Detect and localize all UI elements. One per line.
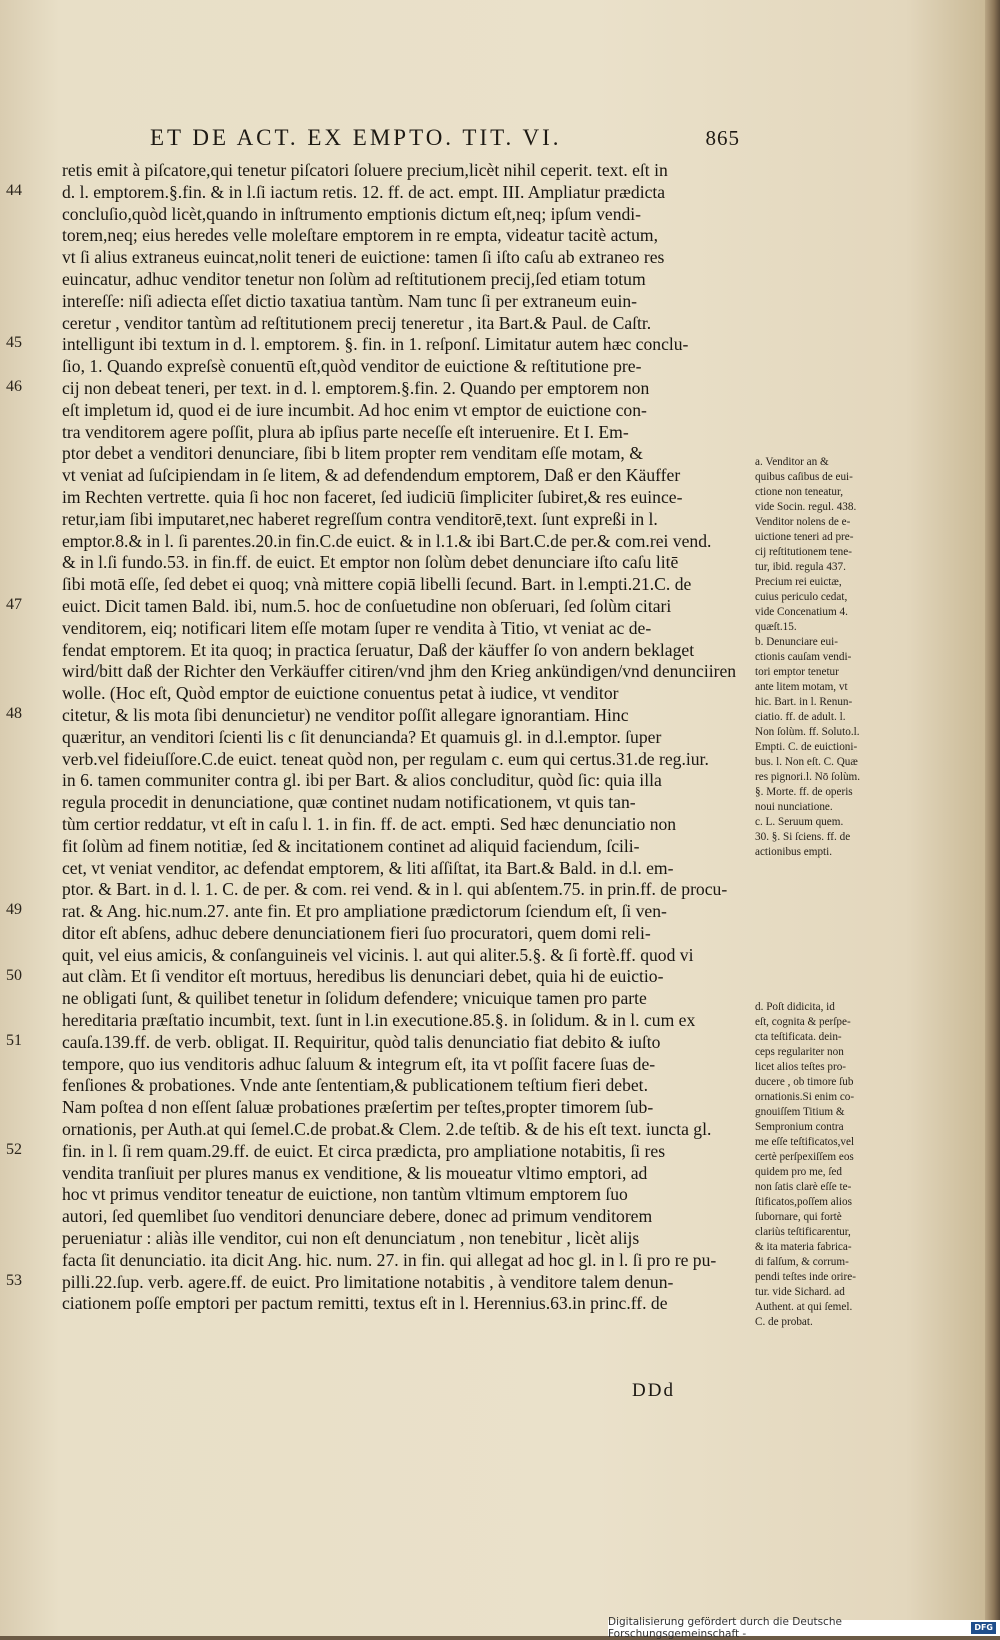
note-line: bus. l. Non eſt. C. Quæ (755, 756, 858, 768)
note-line: quidem pro me, ſed (755, 1166, 842, 1178)
note-line: tur. vide Sichard. ad (755, 1286, 845, 1298)
text-line: cet, vt veniat venditor, ac defendat emptorem, & liti aſſiſtat, ita Bart.& Bald. in d.l. em- (62, 857, 674, 878)
note-line: tur, ibid. regula 437. (755, 561, 846, 573)
note-line: clariùs teſtificarentur, (755, 1226, 851, 1238)
note-line: pendi teſtes inde orire- (755, 1271, 856, 1283)
note-line: vide Socin. regul. 438. (755, 501, 857, 513)
note-line: eſt, cognita & perſpe- (755, 1016, 851, 1028)
note-line: cij reſtitutionem tene- (755, 546, 852, 558)
margin-line-number: 49 (6, 901, 22, 919)
text-line: ceretur , venditor tantùm ad reſtitutionem precij teneretur , ita Bart.& Paul. de Caſtr. (62, 312, 652, 333)
text-line: in 6. tamen communiter contra gl. ibi per Bart. & alios concluditur, quòd ſic: quia illa (62, 770, 662, 791)
text-line: eſt impletum id, quod ei de iure incumbit. Ad hoc enim vt emptor de euictione con- (62, 399, 647, 420)
text-line: euict. Dicit tamen Bald. ibi, num.5. hoc de conſuetudine non obſeruari, ſed ſolùm citari (62, 595, 672, 616)
text-line: rat. & Ang. hic.num.27. ante fin. Et pro ampliatione prædictorum ſciendum eſt, ſi ven- (62, 901, 667, 922)
text-line: ornationis, per Auth.at qui ſemel.C.de probat.& Clem. 2.de teſtib. & de his eſt text. iuncta gl. (62, 1119, 712, 1140)
text-line: fenſiones & probationes. Vnde ante ſententiam,& publicationem teſtium fieri debet. (62, 1075, 648, 1096)
note-line: ſubornare, qui fortè (755, 1211, 842, 1223)
text-line: retur,iam ſibi imputaret,nec haberet regreſſum contra venditorē,text. ſunt expreßi in l. (62, 508, 658, 529)
text-line: cauſa.139.ff. de verb. obligat. II. Requiritur, quòd talis denunciatio fiat debito & iuſto (62, 1031, 661, 1052)
note-line: quibus caſibus de eui- (755, 471, 853, 483)
text-line: ptor debet a venditori denunciare, ſibi b litem propter rem venditam eſſe motam, & (62, 443, 643, 464)
page-number: 865 (705, 126, 740, 150)
text-line: ciationem poſſe emptori per pactum remitti, textus eſt in l. Herennius.63.in princ.ff. de (62, 1293, 668, 1314)
note-line: ciatio. ff. de adult. l. (755, 711, 846, 723)
text-line: regula procedit in denunciatione, quæ continet nudam notificationem, vt quis tan- (62, 792, 636, 813)
text-line: retis emit à piſcatore,qui tenetur piſcatori ſoluere precium,licèt nihil ceperit. text. eſt in (62, 160, 668, 180)
note-line: ctionis cauſam vendi- (755, 651, 852, 663)
note-line: uictione teneri ad pre- (755, 531, 854, 543)
note-line: Authent. at qui ſemel. (755, 1301, 853, 1313)
margin-line-number: 52 (6, 1141, 22, 1158)
note-line: ctione non teneatur, (755, 486, 844, 498)
note-line: noui nunciatione. (755, 801, 833, 813)
text-line: im Rechten vertrette. quia ſi hoc non faceret, ſed iudiciū ſimpliciter ſubiret,& res euince- (62, 486, 683, 507)
note-line: d. Poſt didicita, id (755, 1001, 835, 1013)
text-line: quæritur, an venditori ſcienti lis c ſit denuncianda? Et quamuis gl. in d.l.emptor. ſuper (62, 726, 662, 747)
text-line: intereſſe: niſi adiecta eſſet dictio taxatiua tantùm. Nam tunc ſi per extraneum euin- (62, 290, 638, 311)
text-line: emptor.8.& in l. ſi parentes.20.in fin.C.de euict. & in l.1.& ibi Bart.C.de per.& com.rei vend. (62, 530, 712, 551)
marginal-notes-a-c (755, 455, 887, 860)
note-line: quæſt.15. (755, 621, 797, 633)
margin-line-number: 48 (6, 705, 22, 722)
text-line: autori, ſed quemlibet ſuo venditori denunciare debere, donec ad primum venditorem (62, 1206, 653, 1227)
note-line: ducere , ob timore ſub (755, 1076, 854, 1088)
note-line: Empti. C. de euictioni- (755, 741, 858, 753)
note-line: ornationis.Si enim co- (755, 1091, 855, 1103)
margin-line-number: 53 (6, 1271, 22, 1289)
text-line: tempore, quo ius venditoris adhuc ſaluum & integrum eſt, ita vt poſſit facere ſuas de- (62, 1053, 656, 1074)
text-line: & in l.ſi fundo.53. in fin.ff. de euict. Et emptor non ſolùm debet denunciare iſto caſu litē (62, 552, 679, 573)
note-line: Precium rei euictæ, (755, 576, 842, 588)
note-line: ceps regulariter non (755, 1046, 844, 1058)
text-line: euincatur, adhuc venditor tenetur non ſolùm ad reſtitutionem precij,ſed etiam totum (62, 268, 646, 289)
text-line: fin. in l. ſi rem quam.29.ff. de euict. Et circa prædicta, pro ampliatione notabitis, ſi res (62, 1140, 666, 1161)
text-line: pilli.22.ſup. verb. agere.ff. de euict. Pro limitatione notabitis , à venditore talem denun- (62, 1271, 674, 1292)
note-line: hic. Bart. in l. Renun- (755, 696, 853, 708)
note-line: & ita materia fabrica- (755, 1241, 852, 1253)
text-line: fit ſolùm ad finem notitiæ, ſed & incitationem continet ad aliquid faciendum, ſcili- (62, 835, 640, 856)
text-line: concluſio,quòd licèt,quando in inſtrumento emptionis dictum eſt,neq; ipſum vendi- (62, 203, 642, 224)
text-line: facta ſit denunciatio. ita dicit Ang. hic. num. 27. in fin. qui allegat ad hoc gl. in l. ſi pro re pu- (62, 1249, 717, 1270)
running-head (150, 125, 740, 151)
note-line: 30. §. Si ſciens. ff. de (755, 831, 851, 843)
text-line: hereditaria præſtatio incumbit, text. ſunt in l.in executione.85.§. in ſolidum. & in l. cum ex (62, 1010, 696, 1031)
note-line: gnouiſſem Titium & (755, 1106, 845, 1118)
note-line: a. Venditor an & (755, 456, 829, 468)
text-line: Nam poſtea d non eſſent ſaluæ probationes præſertim per teſtes,propter timorem ſub- (62, 1097, 654, 1118)
note-line: vide Concenatium 4. (755, 606, 848, 618)
text-line: ptor. & Bart. in d. l. 1. C. de per. & com. rei vend. & in l. qui abſentem.75. in prin.ff. de procu- (62, 879, 728, 900)
note-line: b. Denunciare eui- (755, 636, 838, 648)
margin-line-number: 44 (6, 181, 22, 199)
note-line: actionibus empti. (755, 846, 833, 858)
digitization-footer (608, 1616, 1000, 1640)
main-text (62, 160, 748, 1315)
text-line: vendita tranſiuit per plures manus ex venditione, & lis moueatur vltimo emptori, ad (62, 1162, 648, 1183)
text-line: hoc vt primus venditor teneatur de euictione, non tantùm vltimum emptorem ſuo (62, 1184, 628, 1205)
note-line: ſtificatos,poſſem alios (755, 1196, 852, 1208)
note-line: cuius periculo cedat, (755, 591, 848, 603)
text-line: torem,neq; eius heredes velle moleſtare emptorem in re empta, videatur tacitè actum, (62, 225, 658, 246)
page-edge (985, 0, 1000, 1636)
running-head-title: ET DE ACT. EX EMPTO. TIT. VI. (150, 125, 562, 150)
text-line: intelligunt ibi textum in d. l. emptorem. §. fin. in 1. reſponſ. Limitatur autem hæc conclu- (62, 334, 689, 355)
note-line: Sempronium contra (755, 1121, 844, 1133)
text-line: cij non debeat teneri, per text. in d. l. emptorem.§.fin. 2. Quando per emptorem non (62, 377, 650, 398)
text-line: ditor eſt abſens, adhuc debere denunciationem fieri ſuo procuratori, quem domi reli- (62, 922, 651, 943)
margin-line-number: 50 (6, 966, 22, 984)
note-line: me eſſe teſtificatos,vel (755, 1136, 855, 1148)
text-line: perueniatur : aliàs ille venditor, cui non eſt denunciatum , non tenebitur , licèt alijs (62, 1228, 640, 1249)
footer-text: Digitalisierung gefördert durch die Deutsche Forschungsgemeinschaft - (608, 1616, 842, 1640)
dfg-logo: DFG (971, 1622, 996, 1634)
text-line: tra venditorem agere poſſit, plura ab ipſius parte neceſſe eſt interuenire. Et I. Em- (62, 421, 629, 442)
margin-line-number: 47 (6, 596, 22, 613)
text-line: vt ſi alius extraneus euincat,nolit teneri de euictione: tamen ſi iſto caſu ab extraneo res (62, 247, 665, 268)
text-line: d. l. emptorem.§.fin. & in l.ſi iactum retis. 12. ff. de act. empt. III. Ampliatur prædicta (62, 181, 666, 202)
text-line: wird/bitt daß der Richter den Verkäuffer citiren/vnd jhm den Krieg ankündigen/vnd denunciiren (62, 661, 737, 682)
margin-line-number: 45 (6, 334, 22, 352)
text-line: verb.vel fideiuſſore.C.de euict. teneat quòd non, per regulam c. eum qui certus.31.de reg.iur. (62, 748, 709, 769)
note-line: di falſum, & corrum- (755, 1256, 849, 1268)
text-line: quit, vel eius amicis, & conſanguineis vel vicinis. l. aut qui aliter.5.§. & ſi fortè.ff. quod vi (62, 944, 694, 965)
text-line: ſibi motā eſſe, ſed debet ei quoq; vnà mittere copiā libelli ſecund. Bart. in l.empti.21.C. de (62, 574, 692, 595)
note-line: ante litem motam, vt (755, 681, 848, 693)
note-line: Venditor nolens de e- (755, 516, 851, 528)
note-line: licet alios teſtes pro- (755, 1061, 847, 1073)
note-line: tori emptor tenetur (755, 666, 839, 678)
margin-line-number: 46 (6, 378, 22, 395)
text-line: citetur, & lis mota ſibi denuncietur) ne venditor poſſit allegare ignorantiam. Hinc (62, 704, 629, 725)
note-line: cta teſtificata. dein- (755, 1031, 842, 1043)
text-line: wolle. (Hoc eſt, Quòd emptor de euictione conuentus petat à iudice, vt venditor (62, 683, 619, 704)
text-line: ſio, 1. Quando expreſsè conuentū eſt,quòd venditor de euictione & reſtitutione pre- (62, 356, 642, 377)
text-line: ne obligati ſunt, & quilibet tenetur in ſolidum defendere; vnicuique tamen pro parte (62, 988, 647, 1009)
text-line: fendat emptorem. Et ita quoq; in practica ſeruatur, Daß der käuffer ſo von andern beklaget (62, 639, 695, 660)
note-line: §. Morte. ff. de operis (755, 786, 853, 798)
signature-mark: DDd (632, 1380, 675, 1401)
note-line: certè perſpexiſſem eos (755, 1151, 854, 1163)
marginal-notes-d (755, 1000, 887, 1330)
note-line: c. L. Seruum quem. (755, 816, 844, 828)
text-line: venditorem, eiq; notificari litem eſſe motam ſuper re vendita à Titio, vt veniat ac de- (62, 617, 652, 638)
note-line: C. de probat. (755, 1316, 813, 1328)
note-line: res pignori.l. Nō ſolùm. (755, 771, 861, 783)
note-line: non ſatis clarè eſſe te- (755, 1181, 852, 1193)
margin-line-number: 51 (6, 1032, 22, 1049)
text-line: aut clàm. Et ſi venditor eſt mortuus, heredibus lis denunciari debet, quia hi de euictio- (62, 966, 664, 987)
text-line: tùm certior reddatur, vt eſt in caſu l. 1. in fin. ff. de act. empti. Sed hæc denunciatio non (62, 813, 677, 834)
text-line: vt veniat ad ſuſcipiendam in ſe litem, & ad defendendum emptorem, Daß er den Käuffer (62, 465, 681, 486)
note-line: Non ſolùm. ff. Soluto.l. (755, 726, 860, 738)
